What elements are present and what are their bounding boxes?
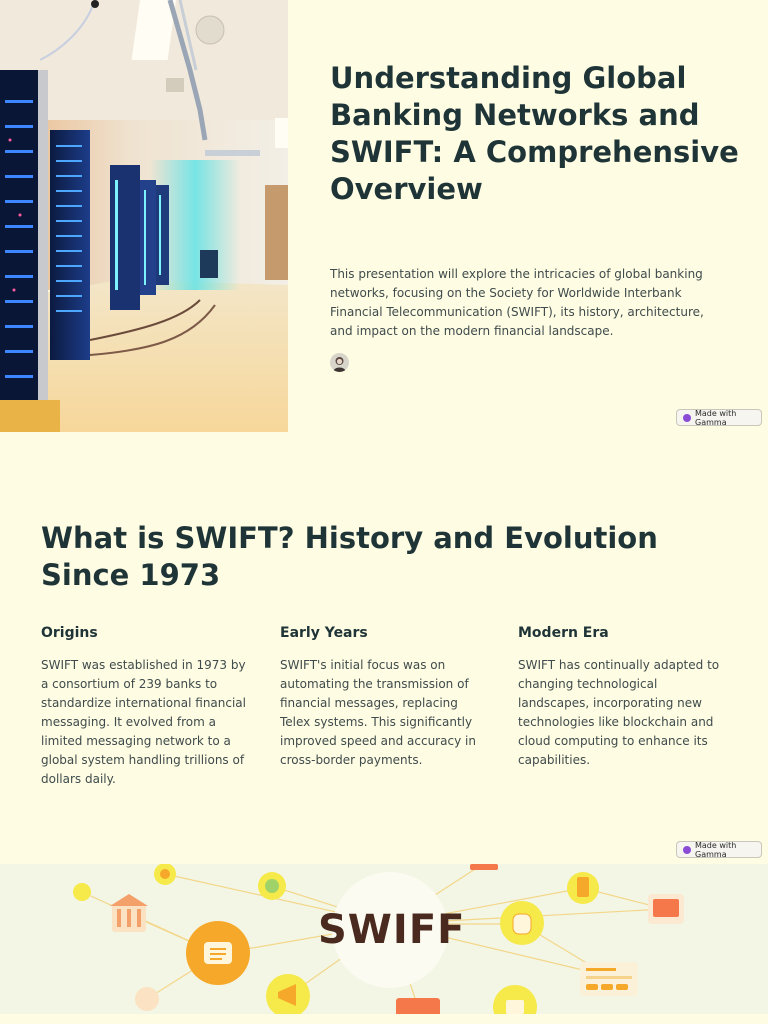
author-avatar[interactable] (330, 353, 349, 372)
made-with-gamma-badge[interactable] (676, 409, 762, 426)
page-bottom-strip (0, 1014, 768, 1024)
network-node (135, 987, 159, 1011)
history-title: What is SWIFT? History and Evolution Since 1973 (41, 521, 658, 592)
presentation-title: Understanding Global Banking Networks and SWIFT: A Comprehensive Overview (330, 61, 739, 206)
slide-network-illustration (0, 864, 768, 1014)
column-heading: Origins (41, 625, 98, 641)
slide-history (0, 432, 768, 864)
badge-label: Made with Gamma (695, 840, 737, 859)
slide-title (0, 0, 768, 432)
presentation-description: This presentation will explore the intricacies of global banking networks, focusing on the Society for Worldwide Interbank Financial Telecommunication (SWIFT), its history, architecture, and impact on the modern financial landscape. (330, 267, 704, 338)
column-body: SWIFT's initial focus was on automating the transmission of financial messages, replacing Telex systems. This significantly improved speed and accuracy in cross-border payments. (280, 658, 476, 767)
column-body: SWIFT has continually adapted to changing technological landscapes, incorporating new technologies like blockchain and cloud computing to enhance its capabilities. (518, 658, 720, 767)
badge-label: Made with Gamma (695, 408, 737, 427)
network-node (73, 883, 91, 901)
swift-logo-text: SWIFF (318, 907, 466, 953)
column-early-years (280, 624, 490, 770)
column-modern-era (518, 624, 728, 770)
column-heading: Early Years (280, 625, 368, 641)
made-with-gamma-badge[interactable] (676, 841, 762, 858)
column-origins (41, 624, 251, 789)
column-heading: Modern Era (518, 625, 609, 641)
gamma-logo-icon (683, 414, 691, 422)
bank-icon (110, 894, 148, 932)
column-body: SWIFT was established in 1973 by a consortium of 239 banks to standardize international financial messaging. It evolved from a limited messaging network to a global system handling trillions of dollars daily. (41, 658, 246, 786)
server-room-image (0, 0, 288, 432)
server-icon (396, 998, 440, 1014)
gamma-logo-icon (683, 846, 691, 854)
